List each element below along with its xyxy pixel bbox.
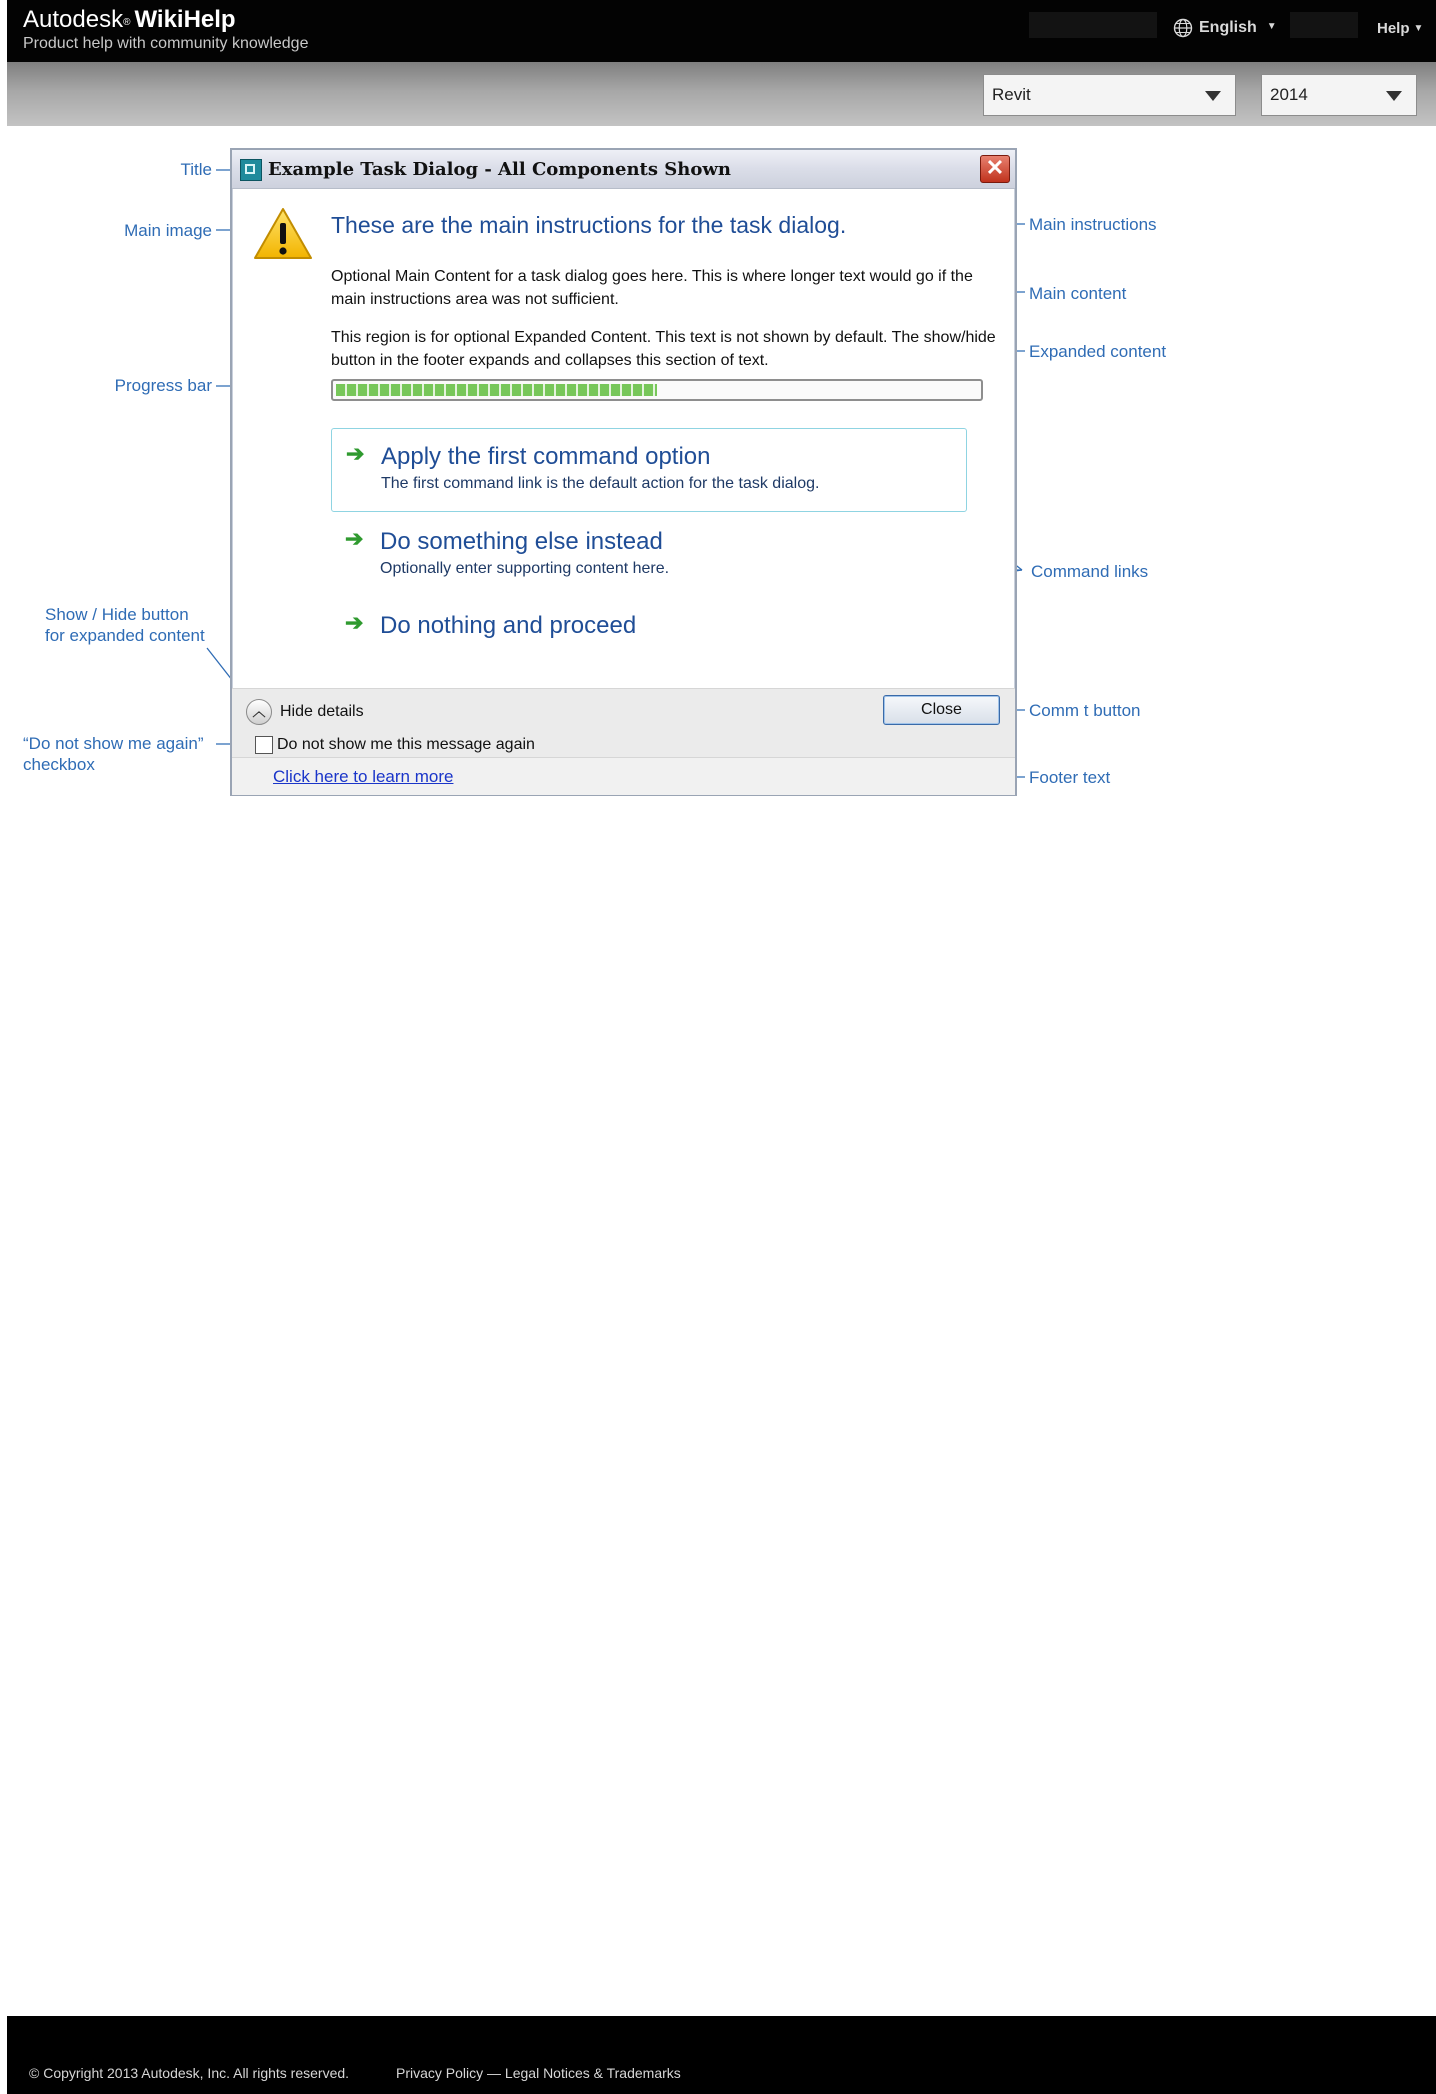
command-link-subtitle: The first command link is the default action for the task dialog. <box>381 475 820 492</box>
arrow-right-icon: ➔ <box>346 441 365 466</box>
brand-prefix: Autodesk <box>23 6 124 33</box>
progress-fill <box>336 384 657 396</box>
main-content: Optional Main Content for a task dialog goes here. This is where longer text would go if the main instructions area was not sufficient. <box>331 268 973 308</box>
version-select-value: 2014 <box>1270 85 1308 104</box>
progress-bar <box>331 379 983 401</box>
caret-down-icon: ▼ <box>1413 23 1424 34</box>
product-select[interactable] <box>983 74 1236 116</box>
close-button[interactable]: Close <box>883 695 1000 725</box>
command-link-do-nothing[interactable] <box>331 598 967 658</box>
help-menu[interactable] <box>1377 20 1423 37</box>
command-link-apply[interactable] <box>331 428 967 512</box>
dropdown-arrow-icon <box>1205 91 1221 101</box>
annotation-main-content: Main content <box>1029 284 1127 303</box>
dialog-titlebar[interactable] <box>232 150 1015 189</box>
annotation-do-not-show-line2: checkbox <box>23 755 95 774</box>
annotation-footer-text: Footer text <box>1029 768 1111 787</box>
warning-icon <box>252 206 314 262</box>
command-link-title: Do nothing and proceed <box>380 612 637 639</box>
command-link-title: Apply the first command option <box>381 443 711 470</box>
brand-logo[interactable] <box>23 6 236 34</box>
arrow-right-icon: ➔ <box>345 526 364 551</box>
annotation-commit-button: Comm t button <box>1029 701 1141 720</box>
top-header <box>7 0 1436 62</box>
hide-details-label[interactable]: Hide details <box>280 703 364 720</box>
annotation-do-not-show <box>23 733 203 775</box>
search-box[interactable] <box>1029 12 1157 38</box>
do-not-show-checkbox[interactable] <box>255 736 273 754</box>
main-instructions: These are the main instructions for the task dialog. <box>331 212 847 238</box>
annotation-command-links: Command links <box>1031 562 1149 581</box>
product-select-value: Revit <box>992 85 1031 104</box>
annotation-do-not-show-line1: “Do not show me again” <box>23 734 204 753</box>
page-footer <box>7 2016 1436 2094</box>
learn-more-link[interactable]: Click here to learn more <box>273 767 454 786</box>
copyright-text: © Copyright 2013 Autodesk, Inc. All rights reserved. <box>29 2065 350 2081</box>
dialog-footer-text <box>232 757 1015 795</box>
annotation-expanded-content: Expanded content <box>1029 342 1167 361</box>
chevron-up-icon[interactable]: ︿ <box>246 699 272 725</box>
dialog-footer <box>232 688 1015 758</box>
dialog-title: Example Task Dialog - All Components Shown <box>268 159 731 180</box>
annotation-main-image: Main image <box>124 221 212 240</box>
footer-separator: — <box>487 2065 502 2081</box>
arrow-right-icon: ➔ <box>345 610 364 635</box>
dropdown-arrow-icon <box>1386 91 1402 101</box>
annotation-main-instructions: Main instructions <box>1029 215 1157 234</box>
close-icon[interactable]: ✕ <box>980 155 1010 183</box>
annotation-progress-bar: Progress bar <box>114 376 212 395</box>
legal-notices-link[interactable]: Legal Notices & Trademarks <box>504 2065 681 2081</box>
privacy-policy-link[interactable]: Privacy Policy <box>396 2065 484 2081</box>
expanded-content: This region is for optional Expanded Content. This text is not shown by default. The show/hide button in the footer expands and collapses this section of text. <box>331 329 996 369</box>
brand-name: WikiHelp <box>134 6 236 33</box>
footer-links <box>396 2065 681 2081</box>
annotation-show-hide-line1: Show / Hide button <box>45 605 189 624</box>
command-link-title: Do something else instead <box>380 528 663 555</box>
globe-icon <box>1173 18 1193 38</box>
annotation-show-hide-line2: for expanded content <box>45 626 205 645</box>
language-label: English <box>1199 19 1257 36</box>
brand-reg-mark: ® <box>123 17 131 28</box>
task-dialog <box>230 148 1017 796</box>
command-link-something-else[interactable] <box>331 514 967 594</box>
command-link-subtitle: Optionally enter supporting content here. <box>380 560 670 577</box>
help-label: Help <box>1377 20 1410 37</box>
annotation-title: Title <box>180 160 212 179</box>
version-select[interactable] <box>1261 74 1417 116</box>
login-box[interactable] <box>1290 12 1358 38</box>
tagline: Product help with community knowledge <box>23 35 309 52</box>
do-not-show-label[interactable]: Do not show me this message again <box>277 736 535 753</box>
annotation-show-hide <box>45 604 205 646</box>
caret-down-icon: ▼ <box>1266 20 1277 32</box>
app-icon <box>240 159 262 181</box>
language-menu[interactable] <box>1173 18 1277 38</box>
